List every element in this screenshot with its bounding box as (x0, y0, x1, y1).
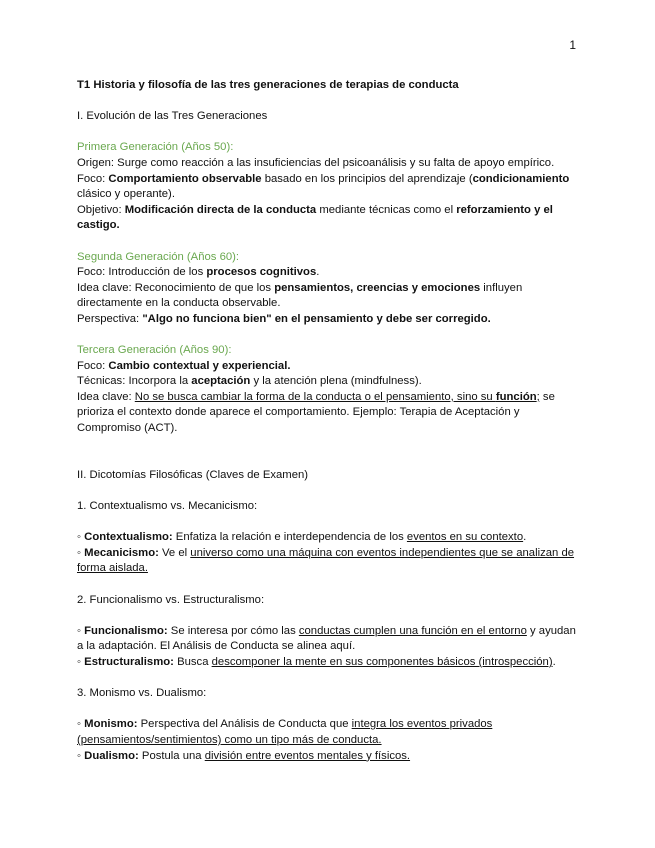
gen1-foco: Foco: Comportamiento observable basado en los principios del aprendizaje (condicionamiento clásico y operante). (77, 172, 570, 201)
funcionalismo-item: ◦ Funcionalismo: Se interesa por cómo las conductas cumplen una función en el entorno y ayudan a la adaptación. El Análisis de Conducta se alinea aquí. (77, 624, 576, 653)
section2-heading: II. Dicotomías Filosóficas (Claves de Examen) (77, 468, 309, 481)
section1-heading: I. Evolución de las Tres Generaciones (77, 110, 268, 123)
dichotomy1-heading: 1. Contextualismo vs. Mecanicismo: (77, 500, 258, 513)
gen3-heading: Tercera Generación (Años 90): (77, 344, 232, 357)
document-body (77, 78, 582, 764)
gen2-idea: Idea clave: Reconocimiento de que los pensamientos, creencias y emociones influyen directamente en la conducta observable. (77, 281, 523, 310)
gen3-tecnicas: Técnicas: Incorpora la aceptación y la atención plena (mindfulness). (77, 375, 422, 388)
dichotomy3-heading: 3. Monismo vs. Dualismo: (77, 687, 207, 700)
estructuralismo-item: ◦ Estructuralismo: Busca descomponer la mente en sus componentes básicos (introspección). (77, 655, 556, 668)
gen3-foco: Foco: Cambio contextual y experiencial. (77, 359, 291, 372)
gen3-idea: Idea clave: No se busca cambiar la forma de la conducta o el pensamiento, sino su función; se prioriza el contexto donde aparece el comportamiento. Ejemplo: Terapia de Aceptación y Compromiso (ACT). (77, 390, 555, 435)
gen1-origen: Origen: Surge como reacción a las insuficiencias del psicoanálisis y su falta de apoyo empírico. (77, 156, 555, 169)
gen2-foco: Foco: Introducción de los procesos cognitivos. (77, 266, 320, 279)
dualismo-item: ◦ Dualismo: Postula una división entre eventos mentales y físicos. (77, 749, 411, 762)
gen1-heading: Primera Generación (Años 50): (77, 141, 234, 154)
contextualismo-item: ◦ Contextualismo: Enfatiza la relación e interdependencia de los eventos en su contexto. (77, 531, 527, 544)
monismo-item: ◦ Monismo: Perspectiva del Análisis de Conducta que integra los eventos privados (pensamientos/sentimientos) como un tipo más de conducta. (77, 718, 493, 746)
gen2-heading: Segunda Generación (Años 60): (77, 250, 240, 263)
gen1-objetivo: Objetivo: Modificación directa de la conducta mediante técnicas como el reforzamiento y el castigo. (77, 203, 553, 232)
gen2-perspectiva: Perspectiva: "Algo no funciona bien" en el pensamiento y debe ser corregido. (77, 312, 491, 325)
mecanicismo-item: ◦ Mecanicismo: Ve el universo como una máquina con eventos independientes que se analizan de forma aislada. (77, 546, 575, 575)
document-title: T1 Historia y filosofía de las tres generaciones de terapias de conducta (77, 79, 459, 91)
page-number: 1 (569, 38, 576, 52)
dichotomy2-heading: 2. Funcionalismo vs. Estructuralismo: (77, 593, 265, 606)
